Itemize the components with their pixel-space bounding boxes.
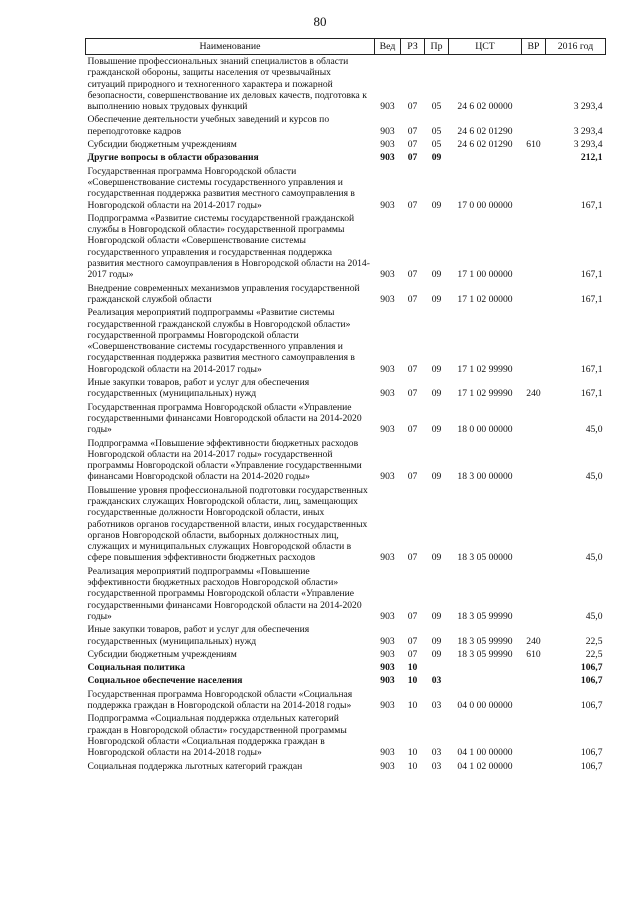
cell-name: Социальная поддержка льготных категорий граждан — [87, 760, 303, 772]
cell-name: Подпрограмма «Повышение эффективности бюджетных расходов Новгородской области на 2014-2017 годы» государственной программы Новгородской области «Управление государственными финансами Новгородской области на 2014-2020 годы» — [87, 437, 362, 483]
cell-cst: 18 3 00 00000 — [457, 471, 513, 483]
header-name: Наименование — [86, 39, 375, 55]
cell-vr — [522, 401, 546, 437]
cell-vr — [522, 674, 546, 687]
cell-rz: 07 — [407, 471, 418, 483]
cell-pr: 03 — [431, 675, 442, 687]
cell-amount: 45,0 — [585, 424, 603, 436]
table-row — [86, 661, 606, 674]
cell-rz: 07 — [407, 269, 418, 281]
cell-ved: 903 — [380, 125, 395, 137]
cell-cst — [449, 151, 522, 164]
cell-ved: 903 — [380, 610, 395, 622]
table-row — [86, 376, 606, 401]
cell-cst: 18 0 00 00000 — [457, 424, 513, 436]
cell-vr — [522, 712, 546, 759]
table-row — [86, 138, 606, 151]
cell-pr: 09 — [431, 293, 442, 305]
table-row — [86, 623, 606, 648]
cell-pr: 09 — [431, 424, 442, 436]
cell-amount: 212,1 — [580, 152, 603, 164]
cell-pr: 05 — [431, 125, 442, 137]
cell-amount: 106,7 — [580, 700, 603, 712]
cell-ved: 903 — [380, 101, 395, 113]
cell-pr: 03 — [431, 760, 442, 772]
table-row — [86, 165, 606, 212]
cell-rz: 10 — [407, 747, 418, 759]
cell-rz: 10 — [407, 675, 418, 687]
cell-cst: 18 3 05 99990 — [457, 648, 513, 660]
cell-ved: 903 — [380, 675, 395, 687]
cell-rz: 07 — [407, 363, 418, 375]
cell-amount: 45,0 — [585, 471, 603, 483]
cell-pr: 09 — [431, 648, 442, 660]
cell-amount: 167,1 — [580, 363, 603, 375]
cell-ved: 903 — [380, 139, 395, 151]
header-pr: Пр — [425, 39, 449, 55]
cell-amount: 3 293,4 — [573, 139, 603, 151]
cell-amount: 167,1 — [580, 199, 603, 211]
cell-pr: 05 — [431, 139, 442, 151]
cell-amount: 45,0 — [585, 610, 603, 622]
cell-name: Иные закупки товаров, работ и услуг для обеспечения государственных (муниципальных) нужд — [87, 624, 310, 647]
cell-ved: 903 — [380, 662, 395, 674]
header-rz: РЗ — [401, 39, 425, 55]
cell-cst: 18 3 05 99990 — [457, 635, 513, 647]
table-row — [86, 306, 606, 376]
cell-name: Иные закупки товаров, работ и услуг для обеспечения государственных (муниципальных) нужд — [87, 377, 310, 400]
cell-rz: 07 — [407, 125, 418, 137]
budget-table — [85, 38, 606, 773]
header-vr: ВР — [522, 39, 546, 55]
cell-vr — [522, 306, 546, 376]
cell-rz: 10 — [407, 662, 418, 674]
cell-pr — [425, 661, 449, 674]
cell-ved: 903 — [380, 635, 395, 647]
cell-vr — [522, 484, 546, 565]
cell-vr — [522, 212, 546, 282]
cell-name: Социальная политика — [87, 662, 186, 674]
cell-ved: 903 — [380, 648, 395, 660]
header-ved: Вед — [375, 39, 401, 55]
cell-cst: 17 0 00 00000 — [457, 199, 513, 211]
cell-ved: 903 — [380, 363, 395, 375]
cell-amount: 3 293,4 — [573, 125, 603, 137]
cell-name: Государственная программа Новгородской области «Управление государственными финансами Новгородской области на 2014-2020 годы» — [87, 401, 362, 436]
cell-ved: 903 — [380, 424, 395, 436]
cell-amount: 22,5 — [585, 635, 603, 647]
cell-cst: 24 6 02 00000 — [457, 101, 513, 113]
cell-cst: 24 6 02 01290 — [457, 125, 513, 137]
cell-name: Социальное обеспечение населения — [87, 675, 243, 687]
table-row — [86, 565, 606, 623]
cell-vr — [522, 688, 546, 713]
cell-ved: 903 — [380, 152, 395, 164]
table-row — [86, 113, 606, 138]
table-row — [86, 688, 606, 713]
cell-pr: 03 — [431, 747, 442, 759]
table-row — [86, 648, 606, 661]
cell-ved: 903 — [380, 700, 395, 712]
table-row — [86, 437, 606, 484]
cell-ved: 903 — [380, 747, 395, 759]
cell-pr: 05 — [431, 101, 442, 113]
cell-cst: 17 1 00 00000 — [457, 269, 513, 281]
cell-cst: 17 1 02 99990 — [457, 388, 513, 400]
cell-vr — [522, 151, 546, 164]
cell-amount: 22,5 — [585, 648, 603, 660]
cell-cst: 17 1 02 00000 — [457, 293, 513, 305]
cell-pr: 09 — [431, 269, 442, 281]
cell-rz: 07 — [407, 648, 418, 660]
table-row — [86, 151, 606, 164]
page-number: 80 — [313, 14, 327, 29]
cell-vr: 610 — [526, 139, 541, 151]
cell-amount: 3 293,4 — [573, 101, 603, 113]
cell-rz: 07 — [407, 293, 418, 305]
cell-rz: 07 — [407, 635, 418, 647]
cell-cst: 18 3 05 99990 — [457, 610, 513, 622]
cell-name: Повышение профессиональных знаний специалистов в области гражданской обороны, защиты населения от чрезвычайных ситуаций природного и техногенного характера и пожарной безопасности, совершенствование их деловых качеств, подготовка к выполнению новых трудовых функций — [87, 56, 367, 113]
cell-vr — [522, 437, 546, 484]
table-body — [86, 55, 606, 773]
cell-name: Реализация мероприятий подпрограммы «Повышение эффективности бюджетных расходов Новгородской области» государственной программы Новгородской области «Управление государственными финансами Новгородской области на 2014-2020 годы» — [87, 565, 362, 622]
cell-pr: 09 — [431, 152, 442, 164]
cell-name: Обеспечение деятельности учебных заведений и курсов по переподготовке кадров — [87, 114, 330, 137]
cell-name: Субсидии бюджетным учреждениям — [87, 648, 237, 660]
cell-ved: 903 — [380, 199, 395, 211]
cell-name: Государственная программа Новгородской области «Совершенствование системы государственного управления и государственная поддержка развития местного самоуправления в Новгородской области на 2014-2017 годы» — [87, 165, 355, 211]
cell-rz: 07 — [407, 101, 418, 113]
cell-pr: 09 — [431, 388, 442, 400]
cell-cst: 04 1 02 00000 — [457, 760, 513, 772]
cell-pr: 03 — [431, 700, 442, 712]
cell-ved: 903 — [380, 269, 395, 281]
cell-vr — [522, 760, 546, 773]
cell-name: Подпрограмма «Социальная поддержка отдельных категорий граждан в Новгородской области» государственной программы Новгородской области «Социальная поддержка граждан в Новгородской области на 2014-2018 годы» — [87, 713, 347, 759]
cell-ved: 903 — [380, 552, 395, 564]
cell-pr: 09 — [431, 635, 442, 647]
cell-pr: 09 — [431, 471, 442, 483]
cell-cst — [449, 661, 522, 674]
cell-vr — [522, 282, 546, 307]
cell-cst: 24 6 02 01290 — [457, 139, 513, 151]
cell-rz: 10 — [407, 760, 418, 772]
cell-pr: 09 — [431, 363, 442, 375]
header-row — [86, 39, 606, 55]
table-row — [86, 484, 606, 565]
cell-amount: 106,7 — [580, 747, 603, 759]
cell-amount: 167,1 — [580, 269, 603, 281]
table-row — [86, 401, 606, 437]
cell-rz: 07 — [407, 424, 418, 436]
table-row — [86, 760, 606, 773]
cell-vr — [522, 565, 546, 623]
cell-cst: 04 0 00 00000 — [457, 700, 513, 712]
cell-vr: 610 — [526, 648, 541, 660]
cell-ved: 903 — [380, 293, 395, 305]
cell-name: Реализация мероприятий подпрограммы «Развитие системы государственной гражданской службы в Новгородской области» государственной программы Новгородской области «Совершенствование системы государственного управления и государственная поддержка развития местного самоуправления в Новгородской области на 2014-2017 годы» — [87, 307, 355, 375]
cell-pr: 09 — [431, 199, 442, 211]
cell-amount: 106,7 — [580, 760, 603, 772]
cell-amount: 167,1 — [580, 293, 603, 305]
table-header — [86, 39, 606, 55]
cell-pr: 09 — [431, 610, 442, 622]
cell-name: Государственная программа Новгородской области «Социальная поддержка граждан в Новгородской области на 2014-2018 годы» — [87, 688, 353, 712]
cell-amount: 45,0 — [585, 552, 603, 564]
cell-amount: 106,7 — [580, 662, 603, 674]
cell-vr: 240 — [526, 635, 541, 647]
cell-name: Повышение уровня профессиональной подготовки государственных гражданских служащих Новгородской области, лиц, замещающих государственные должности Новгородской области, иных работников органов государственной власти, иных государственных органов Новгородской области, выборных должностных лиц, служащих и муниципальных служащих Новгородской области в сфере повышения эффективности бюджетных расходов — [87, 484, 368, 564]
cell-vr — [522, 165, 546, 212]
cell-cst: 18 3 05 00000 — [457, 552, 513, 564]
cell-vr: 240 — [526, 388, 541, 400]
cell-rz: 10 — [407, 700, 418, 712]
table-row — [86, 55, 606, 114]
cell-name: Субсидии бюджетным учреждениям — [87, 139, 237, 151]
cell-name: Внедрение современных механизмов управления государственной гражданской службой области — [87, 282, 360, 305]
cell-cst: 04 1 00 00000 — [457, 747, 513, 759]
cell-vr — [522, 661, 546, 674]
cell-name: Подпрограмма «Развитие системы государственной гражданской службы в Новгородской области» государственной программы Новгородской области «Совершенствование системы государственного управления и государственная поддержка развития местного самоуправления в Новгородской области на 2014-2017 годы» — [87, 212, 370, 281]
cell-vr — [522, 55, 546, 114]
cell-cst — [449, 674, 522, 687]
cell-rz: 07 — [407, 152, 418, 164]
cell-rz: 07 — [407, 610, 418, 622]
header-cst: ЦСТ — [449, 39, 522, 55]
header-year: 2016 год — [546, 39, 606, 55]
cell-ved: 903 — [380, 388, 395, 400]
cell-ved: 903 — [380, 760, 395, 772]
cell-rz: 07 — [407, 139, 418, 151]
table-row — [86, 712, 606, 759]
cell-rz: 07 — [407, 552, 418, 564]
cell-amount: 106,7 — [580, 675, 603, 687]
cell-pr: 09 — [431, 552, 442, 564]
cell-amount: 167,1 — [580, 388, 603, 400]
cell-name: Другие вопросы в области образования — [87, 152, 259, 164]
cell-vr — [522, 113, 546, 138]
table-row — [86, 212, 606, 282]
cell-rz: 07 — [407, 388, 418, 400]
cell-rz: 07 — [407, 199, 418, 211]
table-row — [86, 674, 606, 687]
table-row — [86, 282, 606, 307]
cell-ved: 903 — [380, 471, 395, 483]
cell-cst: 17 1 02 99990 — [457, 363, 513, 375]
